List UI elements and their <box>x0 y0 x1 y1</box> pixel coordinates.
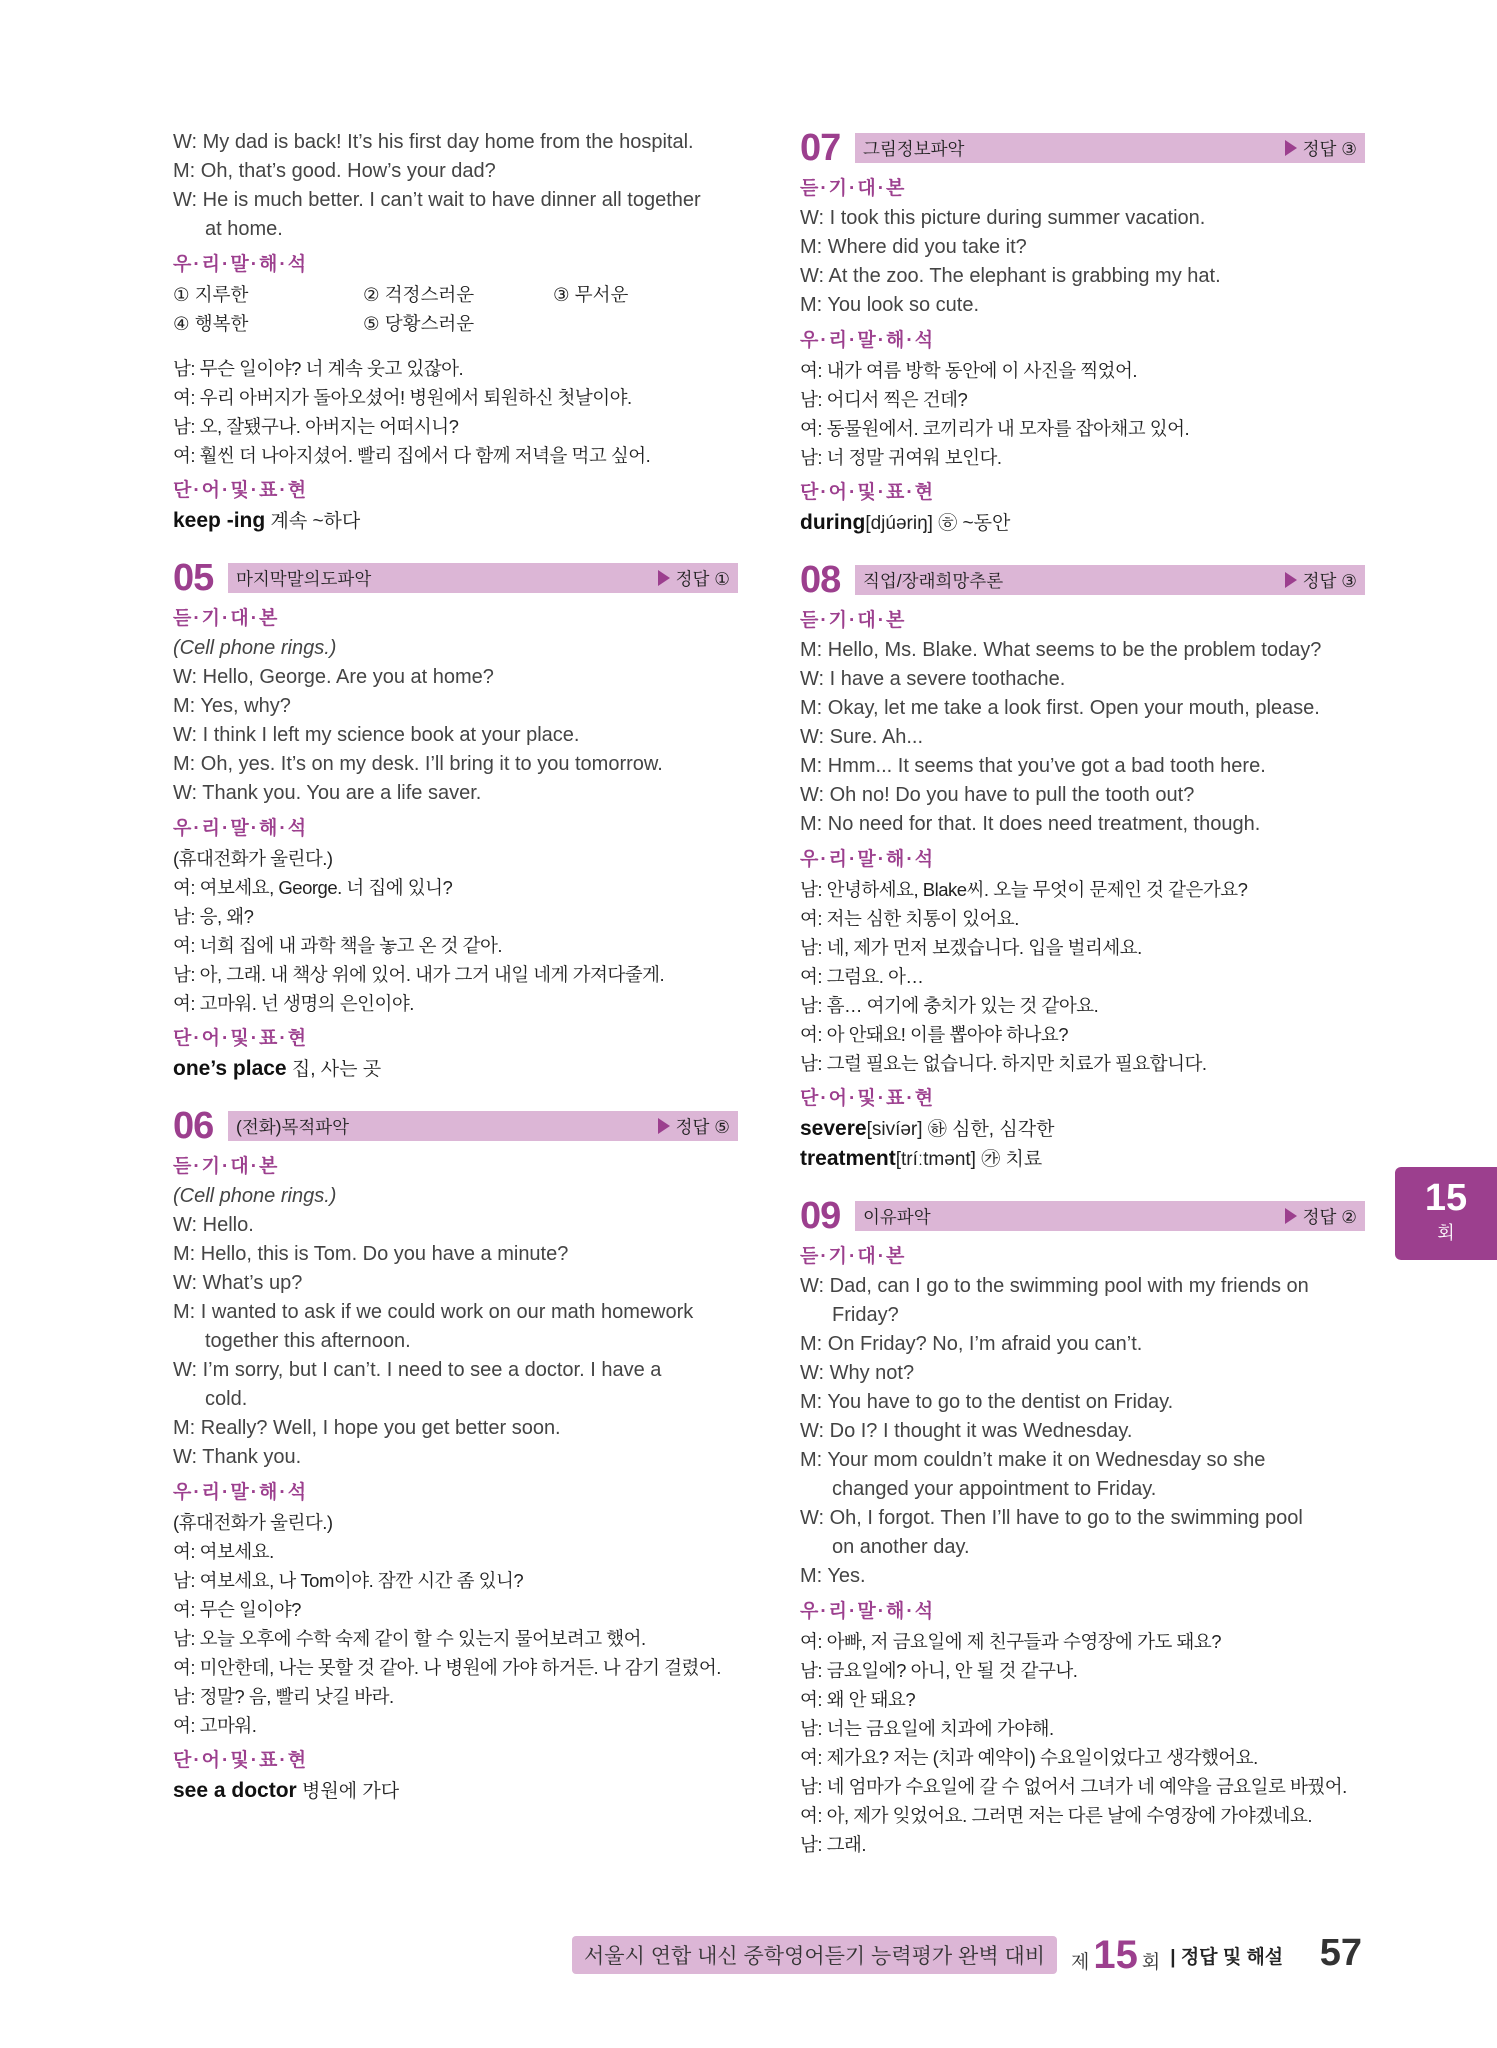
question-type: 직업/장래희망추론 <box>863 570 1004 591</box>
script-line: M: Hello, this is Tom. Do you have a minute? <box>173 1243 569 1265</box>
translation-line: 남: 오늘 오후에 수학 숙제 같이 할 수 있는지 물어보려고 했어. <box>173 1628 646 1649</box>
expression-label: 단·어·및·표·현 <box>800 1088 936 1109</box>
script-line: M: You look so cute. <box>800 294 980 316</box>
option: ① 지루한 <box>173 284 249 305</box>
translation-line: 여: 동물원에서. 코끼리가 내 모자를 잡아채고 있어. <box>800 418 1190 439</box>
translation-label: 우·리·말·해·석 <box>173 254 309 275</box>
translation-label: 우·리·말·해·석 <box>800 1601 936 1622</box>
triangle-icon <box>1285 1208 1297 1224</box>
translation-line: 여: 여보세요. <box>173 1541 274 1562</box>
script-label: 듣·기·대·본 <box>173 1156 280 1177</box>
translation-label: 우·리·말·해·석 <box>800 330 936 351</box>
expression-meaning: 집, 사는 곳 <box>291 1059 382 1080</box>
translation-line: 여: 아 안돼요! 이를 뽑아야 하나요? <box>800 1024 1069 1045</box>
triangle-icon <box>1285 572 1297 588</box>
script-label: 듣·기·대·본 <box>800 1246 907 1267</box>
question-number: 09 <box>800 1195 841 1237</box>
answer-label: 정답 ③ <box>1302 570 1357 591</box>
script-line: W: Why not? <box>800 1362 915 1384</box>
expression-word: see a doctor <box>173 1779 297 1802</box>
translation-line: 남: 네 엄마가 수요일에 갈 수 없어서 그녀가 네 예약을 금요일로 바꿨어. <box>800 1776 1347 1797</box>
script-line: M: You have to go to the dentist on Friday. <box>800 1391 1174 1413</box>
translation-label: 우·리·말·해·석 <box>173 1482 309 1503</box>
round-suffix: 회 <box>1141 1951 1161 1973</box>
translation-line: 남: 정말? 음, 빨리 낫길 바라. <box>173 1686 394 1707</box>
translation-line: 여: 내가 여름 방학 동안에 이 사진을 찍었어. <box>800 360 1138 381</box>
translation-line: 여: 아, 제가 잊었어요. 그러면 저는 다른 날에 수영장에 가야겠네요. <box>800 1805 1312 1826</box>
translation-line: 남: 무슨 일이야? 너 계속 웃고 있잖아. <box>173 358 464 379</box>
round-number: 15 <box>1093 1932 1138 1977</box>
script-line: on another day. <box>832 1536 970 1558</box>
translation-line: 남: 오, 잘됐구나. 아버지는 어떠시니? <box>173 416 459 437</box>
question-type: 이유파악 <box>863 1206 931 1227</box>
round-prefix: 제 <box>1071 1951 1090 1973</box>
translation-line: 여: 우리 아버지가 돌아오셨어! 병원에서 퇴원하신 첫날이야. <box>173 387 632 408</box>
round-indicator <box>1071 1933 1160 1978</box>
script-line: W: My dad is back! It’s his first day home from the hospital. <box>173 131 694 153</box>
script-line: M: Your mom couldn’t make it on Wednesday so she <box>800 1449 1266 1471</box>
translation-line: 여: 훨씬 더 나아지셨어. 빨리 집에서 다 함께 저녁을 먹고 싶어. <box>173 445 651 466</box>
answer-label: 정답 ③ <box>1302 138 1357 159</box>
script-line: M: Okay, let me take a look first. Open your mouth, please. <box>800 697 1320 719</box>
script-line: M: Really? Well, I hope you get better soon. <box>173 1417 561 1439</box>
question-number: 05 <box>173 557 214 599</box>
translation-line: 남: 어디서 찍은 건데? <box>800 389 968 410</box>
answer-label: 정답 ② <box>1302 1206 1357 1227</box>
translation-line: 여: 너희 집에 내 과학 책을 놓고 온 것 같아. <box>173 935 502 956</box>
translation-line: 남: 안녕하세요, Blake씨. 오늘 무엇이 문제인 것 같은가요? <box>800 879 1248 900</box>
script-line: W: Hello. <box>173 1214 254 1236</box>
expression-word: keep -ing <box>173 509 266 532</box>
script-line: W: At the zoo. The elephant is grabbing my hat. <box>800 265 1221 287</box>
script-line: M: Yes. <box>800 1565 866 1587</box>
translation-line: 남: 그래. <box>800 1834 867 1855</box>
question-header-05 <box>173 558 738 598</box>
question-type: 그림정보파악 <box>863 138 965 159</box>
translation-line: 여: 왜 안 돼요? <box>800 1689 916 1710</box>
script-line: M: Where did you take it? <box>800 236 1027 258</box>
script-line: Friday? <box>832 1304 899 1326</box>
script-line: W: I’m sorry, but I can’t. I need to see a doctor. I have a <box>173 1359 662 1381</box>
translation-line: 여: 그럼요. 아… <box>800 966 924 987</box>
script-label: 듣·기·대·본 <box>800 178 907 199</box>
translation-line: (휴대전화가 울린다.) <box>173 848 333 869</box>
expression-item <box>173 1776 738 1806</box>
script-line: at home. <box>205 218 283 240</box>
translation-line: 남: 응, 왜? <box>173 906 254 927</box>
expression-item <box>800 508 1365 538</box>
translation-line: 남: 여보세요, 나 Tom이야. 잠깐 시간 좀 있니? <box>173 1570 524 1591</box>
option-list <box>173 280 738 338</box>
translation-line: 여: 아빠, 저 금요일에 제 친구들과 수영장에 가도 돼요? <box>800 1631 1221 1652</box>
translation-line: 여: 저는 심한 치통이 있어요. <box>800 908 1019 929</box>
script-label: 듣·기·대·본 <box>173 608 280 629</box>
expression-item <box>173 1054 738 1084</box>
translation-line: (휴대전화가 울린다.) <box>173 1512 333 1533</box>
book-title: 서울시 연합 내신 중학영어듣기 능력평가 완벽 대비 <box>572 1936 1057 1974</box>
question-type-bar <box>855 1201 1365 1231</box>
translation-label: 우·리·말·해·석 <box>800 849 936 870</box>
script-line: together this afternoon. <box>205 1330 411 1352</box>
round-tab-number: 15 <box>1424 1177 1468 1219</box>
translation-line: 남: 흠… 여기에 충치가 있는 것 같아요. <box>800 995 1099 1016</box>
expression-pronunciation: [tríːtmənt] <box>895 1149 976 1170</box>
question-type-bar <box>228 563 738 593</box>
translation-line: 여: 제가요? 저는 (치과 예약이) 수요일이었다고 생각했어요. <box>800 1747 1258 1768</box>
translation-line: 남: 너 정말 귀여워 보인다. <box>800 447 1002 468</box>
expression-word: during <box>800 511 866 534</box>
expression-item <box>173 506 738 536</box>
translation-line: 여: 미안한데, 나는 못할 것 같아. 나 병원에 가야 하거든. 나 감기 걸렸어. <box>173 1657 721 1678</box>
script-line: M: Hmm... It seems that you’ve got a bad tooth here. <box>800 755 1266 777</box>
answer-label: 정답 ⑤ <box>675 1116 730 1137</box>
expression-label: 단·어·및·표·현 <box>173 1750 309 1771</box>
option: ③ 무서운 <box>553 284 629 305</box>
script-line: changed your appointment to Friday. <box>832 1478 1157 1500</box>
translation-line: 남: 네, 제가 먼저 보겠습니다. 입을 벌리세요. <box>800 937 1142 958</box>
script-label: 듣·기·대·본 <box>800 610 907 631</box>
script-line: M: Oh, yes. It’s on my desk. I’ll bring it to you tomorrow. <box>173 753 663 775</box>
translation-line: 여: 무슨 일이야? <box>173 1599 301 1620</box>
expression-meaning: ㉮ 치료 <box>981 1149 1043 1170</box>
expression-label: 단·어·및·표·현 <box>173 480 309 501</box>
script-line: W: Hello, George. Are you at home? <box>173 666 494 688</box>
expression-label: 단·어·및·표·현 <box>800 482 936 503</box>
script-line: W: Oh no! Do you have to pull the tooth out? <box>800 784 1195 806</box>
expression-meaning: ㉻ 심한, 심각한 <box>927 1119 1055 1140</box>
script-line: W: I think I left my science book at your place. <box>173 724 580 746</box>
question-header-08 <box>800 560 1365 600</box>
script-line: W: He is much better. I can’t wait to have dinner all together <box>173 189 701 211</box>
script-line: M: No need for that. It does need treatment, though. <box>800 813 1261 835</box>
script-line: M: I wanted to ask if we could work on our math homework <box>173 1301 694 1323</box>
question-header-09 <box>800 1196 1365 1236</box>
section-label: | 정답 및 해설 <box>1170 1946 1284 1968</box>
question-header-07 <box>800 128 1365 168</box>
script-line: W: Dad, can I go to the swimming pool with my friends on <box>800 1275 1309 1297</box>
script-line: W: I have a severe toothache. <box>800 668 1066 690</box>
option: ② 걱정스러운 <box>363 284 475 305</box>
script-line: M: On Friday? No, I’m afraid you can’t. <box>800 1333 1143 1355</box>
script-line: (Cell phone rings.) <box>173 1185 337 1207</box>
round-tab-unit: 회 <box>1437 1223 1455 1243</box>
question-number: 06 <box>173 1105 214 1147</box>
question-number: 07 <box>800 127 841 169</box>
question-header-06 <box>173 1106 738 1146</box>
translation-line: 남: 너는 금요일에 치과에 가야해. <box>800 1718 1054 1739</box>
translation-line: 남: 금요일에? 아니, 안 될 것 같구나. <box>800 1660 1078 1681</box>
expression-item <box>800 1114 1365 1144</box>
translation-line: 남: 아, 그래. 내 책상 위에 있어. 내가 그거 내일 네게 가져다줄게. <box>173 964 665 985</box>
script-line: W: Thank you. You are a life saver. <box>173 782 482 804</box>
option: ④ 행복한 <box>173 313 249 334</box>
script-line: W: I took this picture during summer vacation. <box>800 207 1206 229</box>
expression-pronunciation: [sivíər] <box>866 1119 923 1140</box>
page-number: 57 <box>1319 1932 1362 1974</box>
right-column <box>800 128 1365 1859</box>
translation-label: 우·리·말·해·석 <box>173 818 309 839</box>
expression-word: one’s place <box>173 1057 287 1080</box>
answer-label: 정답 ① <box>675 568 730 589</box>
expression-meaning: 계속 ~하다 <box>270 511 361 532</box>
script-line: M: Hello, Ms. Blake. What seems to be the problem today? <box>800 639 1322 661</box>
question-type-bar <box>228 1111 738 1141</box>
triangle-icon <box>1285 140 1297 156</box>
question-type: 마지막말의도파악 <box>236 568 372 589</box>
expression-word: severe <box>800 1117 867 1140</box>
script-line: W: What’s up? <box>173 1272 303 1294</box>
question-number: 08 <box>800 559 841 601</box>
left-column <box>173 128 738 1806</box>
expression-meaning: ㉭ ~동안 <box>938 513 1011 534</box>
triangle-icon <box>658 570 670 586</box>
script-line: W: Oh, I forgot. Then I’ll have to go to the swimming pool <box>800 1507 1303 1529</box>
expression-word: treatment <box>800 1147 896 1170</box>
question-type-bar <box>855 565 1365 595</box>
page-footer <box>572 1932 1362 1978</box>
question-type-bar <box>855 133 1365 163</box>
translation-line: 여: 여보세요, George. 너 집에 있니? <box>173 877 453 898</box>
script-line: M: Yes, why? <box>173 695 291 717</box>
translation-line: 여: 고마워. 넌 생명의 은인이야. <box>173 993 414 1014</box>
script-line: M: Oh, that’s good. How’s your dad? <box>173 160 496 182</box>
translation-line: 여: 고마워. <box>173 1715 257 1736</box>
script-line: cold. <box>205 1388 248 1410</box>
expression-label: 단·어·및·표·현 <box>173 1028 309 1049</box>
script-line: W: Thank you. <box>173 1446 302 1468</box>
expression-meaning: 병원에 가다 <box>302 1781 400 1802</box>
triangle-icon <box>658 1118 670 1134</box>
script-line: W: Do I? I thought it was Wednesday. <box>800 1420 1133 1442</box>
q04-script <box>173 128 738 244</box>
expression-item <box>800 1144 1365 1174</box>
expression-pronunciation: [djúəriŋ] <box>865 513 933 534</box>
question-type: (전화)목적파악 <box>236 1116 350 1137</box>
option: ⑤ 당황스러운 <box>363 313 475 334</box>
script-line: W: Sure. Ah... <box>800 726 924 748</box>
round-side-tab <box>1395 1167 1497 1260</box>
script-line: (Cell phone rings.) <box>173 637 337 659</box>
translation-line: 남: 그럴 필요는 없습니다. 하지만 치료가 필요합니다. <box>800 1053 1207 1074</box>
